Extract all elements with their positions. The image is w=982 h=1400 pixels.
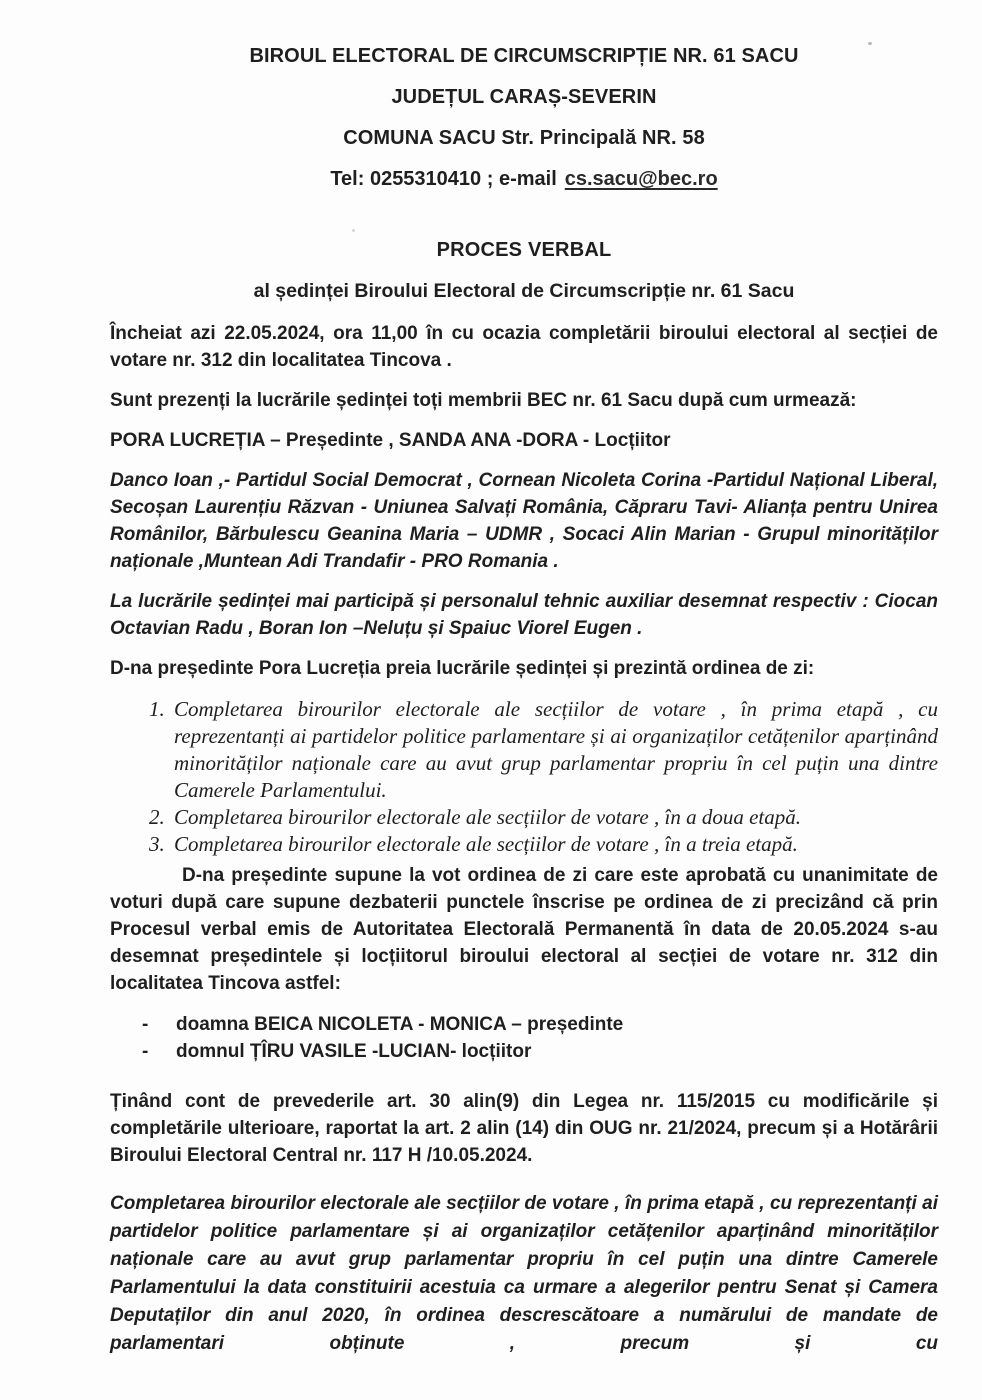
paragraph-president-deputy: PORA LUCREȚIA – Președinte , SANDA ANA -DORA - Locțiitor: [110, 430, 671, 451]
agenda-item-1: 1. Completarea birourilor electorale ale secțiilor de votare , în prima etapă , cu reprezentanți ai partidelor politice parlamentare și ai organizaților cetățenilor aparținând minorităților naționale care au avut grup parlamentar propriu în cel puțin una dintre Camerele Parlamentului.: [170, 696, 938, 804]
paragraph-vote-decision: D-na președinte supune la vot ordinea de zi care este aprobată cu unanimitate de voturi după care supune dezbaterii punctele înscrise pe ordinea de zi precizând că prin Procesul verbal emis de Autoritatea Electorală Permanentă în data de 20.05.2024 s-au desemnat președintele și locțiitorul biroului electoral al secției de votare nr. 312 din localitatea Tincova astfel:: [110, 865, 938, 994]
designee-deputy-row: [110, 1038, 938, 1065]
document-title: PROCES VERBAL: [436, 239, 612, 261]
paragraph-legal-basis: Ținând cont de prevederile art. 30 alin(9) din Legea nr. 115/2015 cu modificările și completările ulterioare, raportat la art. 2 alin (14) din OUG nr. 21/2024, precum și a Hotărârii Biroului Electoral Central nr. 117 H /10.05.2024.: [110, 1091, 938, 1166]
designee-president: doamna BEICA NICOLETA - MONICA – președinte: [176, 1014, 624, 1035]
scan-speck: [868, 42, 872, 45]
phone-and-email-label: Tel: 0255310410 ; e-mail: [330, 168, 557, 190]
header-address: COMUNA SACU Str. Principală NR. 58: [343, 127, 705, 149]
paragraph-closing: Completarea birourilor electorale ale secțiilor de votare , în prima etapă , cu reprezentanți ai partidelor politice parlamentare și ai organizaților cetățenilor aparținând minorităților naționale care au avut grup parlamentar propriu în cel puțin una dintre Camerele Parlamentului la data constituirii acestuia ca urmare a alegerilor pentru Senat și Camera Deputaților din anul 2020, în ordinea descrescătoare a numărului de mandate de parlamentari obținute , precum și cu: [110, 1193, 938, 1354]
agenda-item-2: 2. Completarea birourilor electorale ale secțiilor de votare , în a doua etapă.: [170, 804, 938, 831]
dash-marker: -: [142, 1041, 149, 1062]
document-subtitle: al ședinței Biroului Electoral de Circumscripție nr. 61 Sacu: [253, 280, 795, 302]
header-bureau-name: BIROUL ELECTORAL DE CIRCUMSCRIPȚIE NR. 61 SACU: [249, 45, 799, 67]
designees-list: [110, 1011, 938, 1065]
designee-deputy: domnul ȚÎRU VASILE -LUCIAN- locțiitor: [176, 1041, 532, 1062]
agenda-item-3: 3. Completarea birourilor electorale ale secțiilor de votare , în a treia etapă.: [170, 831, 938, 858]
paragraph-technical-staff: La lucrările ședinței mai participă și personalul tehnic auxiliar desemnat respectiv : Ciocan Octavian Radu , Boran Ion –Neluțu și Spaiuc Viorel Eugen .: [110, 591, 938, 639]
scan-speck: [352, 229, 355, 232]
dash-marker: -: [142, 1014, 149, 1035]
designee-president-row: [110, 1011, 938, 1038]
paragraph-party-members: Danco Ioan ,- Partidul Social Democrat , Cornean Nicoleta Corina -Partidul Național Liberal, Secoșan Laurențiu Răzvan - Uniunea Salvați România, Căpraru Tavi- Alianța pentru Unirea Românilor, Bărbulescu Geanina Maria – UDMR , Socaci Alin Marian - Grupul minorităților naționale ,Muntean Adi Trandafir - PRO Romania .: [110, 470, 938, 572]
document-header: [110, 44, 938, 191]
paragraph-present-members: Sunt prezenți la lucrările ședinței toți membrii BEC nr. 61 Sacu după cum urmează:: [110, 390, 857, 411]
header-contact-line: [110, 167, 938, 191]
email-link[interactable]: cs.sacu@bec.ro: [564, 168, 718, 190]
agenda-list: [110, 696, 938, 858]
paragraph-agenda-intro: D-na președinte Pora Lucreția preia lucrările ședinței și prezintă ordinea de zi:: [110, 658, 815, 679]
header-county: JUDEȚUL CARAȘ-SEVERIN: [391, 86, 657, 108]
paragraph-intro: Încheiat azi 22.05.2024, ora 11,00 în cu ocazia completării biroului electoral al secției de votare nr. 312 din localitatea Tincova .: [110, 323, 938, 371]
